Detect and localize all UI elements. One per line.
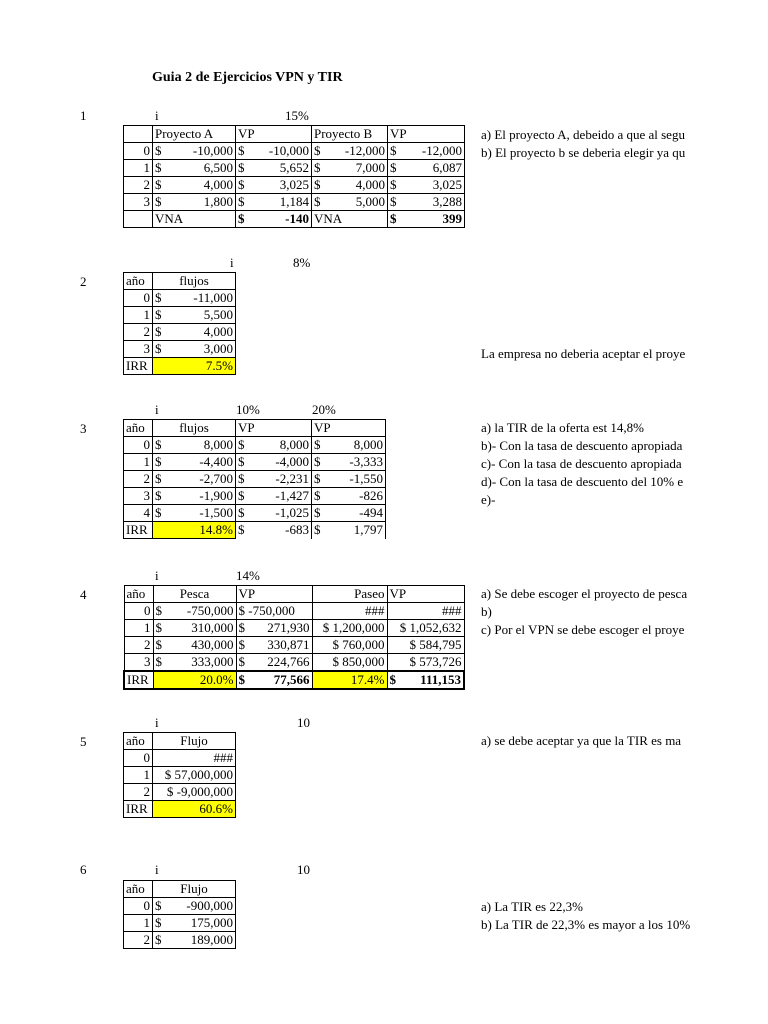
table-row (124, 767, 236, 784)
value-cell: 8,000 (203, 437, 233, 452)
value-cell: 3,025 (432, 177, 462, 192)
year-cell: 1 (124, 915, 153, 932)
year-cell: 2 (124, 932, 153, 949)
value-cell: -2,700 (199, 471, 233, 486)
currency-sign: $ (238, 143, 245, 158)
value-cell: 6,500 (203, 160, 233, 175)
table-row (124, 454, 386, 471)
year-cell: 3 (124, 488, 153, 505)
value-cell: $ -750,000 (236, 603, 312, 620)
table-header-row (124, 126, 465, 143)
year-cell: 3 (124, 654, 153, 672)
currency-sign: $ (314, 488, 321, 503)
table-row (124, 324, 236, 341)
table-ex6 (123, 880, 236, 949)
header-cell: VP (387, 586, 464, 603)
vp-total: 111,153 (420, 672, 461, 687)
total-row (124, 211, 465, 228)
header-cell: Pesca (153, 586, 236, 603)
year-cell: 1 (124, 160, 153, 177)
header-cell: flujos (153, 420, 236, 437)
value-cell: 7,000 (355, 160, 385, 175)
irr-row (124, 522, 386, 539)
value-cell: $ -9,000,000 (153, 784, 236, 801)
rate-value: 8% (293, 255, 311, 270)
answer-line: b)- Con la tasa de descuento apropiada (481, 438, 683, 453)
value-cell: $ 1,200,000 (312, 620, 387, 637)
value-cell: $ 573,726 (387, 654, 464, 672)
table-row (124, 932, 236, 949)
currency-sign: $ (390, 194, 397, 209)
table-row (124, 603, 464, 620)
answer-line: d)- Con la tasa de descuento del 10% e (481, 474, 684, 489)
currency-sign: $ (155, 177, 162, 192)
value-cell: 8,000 (279, 437, 309, 452)
table-ex5 (123, 732, 236, 818)
currency-sign: $ (238, 177, 245, 192)
vp-total: 1,797 (353, 522, 383, 538)
header-cell: flujos (153, 273, 236, 290)
value-cell: 5,000 (355, 194, 385, 209)
answer-line: a) El proyecto A, debeido a que al segu (481, 127, 685, 142)
value-cell: $ 850,000 (312, 654, 387, 672)
table-row (124, 307, 236, 324)
value-cell: -750,000 (186, 603, 234, 618)
header-cell: VP (236, 420, 312, 437)
irr-label: IRR (124, 522, 153, 539)
table-header-row (124, 420, 386, 437)
value-cell: $ 57,000,000 (153, 767, 236, 784)
value-cell: -1,427 (275, 488, 309, 503)
currency-sign: $ (314, 143, 321, 158)
value-cell: 189,000 (190, 932, 233, 947)
year-cell: 4 (124, 505, 153, 522)
value-cell: 6,087 (432, 160, 462, 175)
currency-sign: $ (390, 160, 397, 175)
currency-sign: $ (238, 672, 245, 687)
value-cell: -494 (359, 505, 383, 520)
value-cell: 330,871 (267, 637, 310, 652)
header-cell: Flujo (153, 881, 236, 898)
year-cell: 0 (124, 750, 153, 767)
answer-notes (481, 419, 768, 509)
table-row (124, 637, 464, 654)
answer-line: b) La TIR de 22,3% es mayor a los 10% (481, 917, 691, 932)
value-cell: 175,000 (190, 915, 233, 930)
value-cell: ### (153, 750, 236, 767)
value-cell: 333,000 (191, 654, 234, 669)
rate-label: i (155, 402, 159, 417)
vna-value: -140 (285, 211, 309, 226)
header-cell: año (124, 273, 153, 290)
table-row (124, 160, 465, 177)
value-cell: 5,652 (279, 160, 309, 175)
currency-sign: $ (155, 915, 162, 930)
table-row (124, 437, 386, 454)
currency-sign: $ (390, 177, 397, 192)
value-cell: -1,025 (275, 505, 309, 520)
table-ex1 (123, 125, 465, 228)
value-cell: $ 760,000 (312, 637, 387, 654)
table-row (124, 194, 465, 211)
header-cell: VP (312, 420, 386, 437)
year-cell: 1 (124, 454, 153, 471)
currency-sign: $ (155, 603, 162, 618)
exercise-number: 1 (80, 108, 87, 123)
exercise-number: 5 (80, 734, 87, 749)
header-cell: año (124, 586, 153, 603)
year-cell: 2 (124, 637, 153, 654)
value-cell: 4,000 (355, 177, 385, 192)
year-cell: 0 (124, 290, 153, 307)
currency-sign: $ (155, 932, 162, 947)
value-cell: -900,000 (186, 898, 233, 913)
value-cell: 8,000 (353, 437, 383, 452)
value-cell: $ 1,052,632 (387, 620, 464, 637)
year-cell: 0 (124, 603, 153, 620)
answer-line: a) La TIR es 22,3% (481, 899, 583, 914)
currency-sign: $ (238, 505, 245, 520)
currency-sign: $ (238, 194, 245, 209)
currency-sign: $ (314, 194, 321, 209)
currency-sign: $ (238, 437, 245, 452)
header-cell: Paseo (312, 586, 387, 603)
value-cell: -1,900 (199, 488, 233, 503)
value-cell: 4,000 (203, 177, 233, 192)
currency-sign: $ (238, 471, 245, 486)
header-cell: VP (236, 586, 312, 603)
rate-value: 10 (297, 715, 310, 730)
value-cell: -1,500 (199, 505, 233, 520)
answer-notes (481, 126, 768, 162)
table-ex4 (123, 585, 465, 690)
rate-value: 20% (312, 402, 336, 417)
rate-value: 10 (297, 862, 310, 877)
table-row (124, 750, 236, 767)
currency-sign: $ (155, 620, 162, 635)
value-cell: $ 584,795 (387, 637, 464, 654)
value-cell: -10,000 (268, 143, 309, 158)
irr-value: 60.6% (153, 801, 236, 818)
currency-sign: $ (389, 672, 396, 687)
currency-sign: $ (155, 637, 162, 652)
value-cell: 271,930 (267, 620, 310, 635)
year-cell: 2 (124, 177, 153, 194)
year-cell: 0 (124, 143, 153, 160)
answer-line: a) Se debe escoger el proyecto de pesca (481, 586, 688, 601)
currency-sign: $ (155, 341, 162, 356)
table-row (124, 898, 236, 915)
exercise-number: 2 (80, 274, 87, 289)
answer-line: c) Por el VPN se debe escoger el proye (481, 622, 685, 637)
exercise-number: 6 (80, 862, 87, 877)
currency-sign: $ (314, 454, 321, 469)
irr-row (124, 671, 464, 689)
currency-sign: $ (238, 637, 245, 652)
value-cell: 224,766 (267, 654, 310, 669)
currency-sign: $ (155, 290, 162, 305)
value-cell: -4,400 (199, 454, 233, 469)
year-cell: 3 (124, 341, 153, 358)
table-row (124, 654, 464, 672)
value-cell: -2,231 (275, 471, 309, 486)
table-header-row (124, 273, 236, 290)
table-ex2 (123, 272, 236, 375)
currency-sign: $ (155, 454, 162, 469)
currency-sign: $ (238, 620, 245, 635)
irr-value: 7.5% (153, 358, 236, 375)
currency-sign: $ (238, 488, 245, 503)
currency-sign: $ (314, 437, 321, 452)
table-row (124, 488, 386, 505)
vp-total: 77,566 (273, 672, 310, 687)
vna-label: VNA (312, 211, 388, 228)
vna-label: VNA (153, 211, 236, 228)
answer-notes (481, 585, 768, 639)
currency-sign: $ (314, 522, 321, 538)
value-cell: 1,184 (279, 194, 309, 209)
value-cell: -10,000 (192, 143, 233, 158)
currency-sign: $ (155, 307, 162, 322)
currency-sign: $ (155, 654, 162, 669)
irr-value: 20.0% (153, 671, 236, 689)
table-row (124, 290, 236, 307)
header-cell: VP (236, 126, 312, 143)
table-row (124, 915, 236, 932)
irr-label: IRR (124, 358, 153, 375)
vp-total: -683 (285, 522, 309, 538)
irr-value: 17.4% (312, 671, 387, 689)
header-cell: año (124, 881, 153, 898)
table-row (124, 784, 236, 801)
year-cell: 2 (124, 471, 153, 488)
answer-line: a) la TIR de la oferta est 14,8% (481, 420, 644, 435)
rate-value: 14% (236, 568, 260, 583)
answer-line: b) El proyecto b se deberia elegir ya qu (481, 145, 686, 160)
currency-sign: $ (155, 437, 162, 452)
answer-notes (481, 898, 768, 934)
answer-line: a) se debe aceptar ya que la TIR es ma (481, 733, 682, 748)
currency-sign: $ (155, 898, 162, 913)
currency-sign: $ (314, 160, 321, 175)
value-cell: -11,000 (193, 290, 233, 305)
rate-label: i (155, 862, 159, 877)
page-title: Guia 2 de Ejercicios VPN y TIR (152, 70, 343, 85)
rate-label: i (155, 715, 159, 730)
irr-label: IRR (124, 671, 153, 689)
currency-sign: $ (238, 654, 245, 669)
table-header-row (124, 586, 464, 603)
header-cell: Flujo (153, 733, 236, 750)
table-row (124, 471, 386, 488)
currency-sign: $ (155, 324, 162, 339)
currency-sign: $ (155, 143, 162, 158)
answer-line: c)- Con la tasa de descuento apropiada (481, 456, 682, 471)
year-cell: 0 (124, 898, 153, 915)
currency-sign: $ (314, 505, 321, 520)
year-cell: 0 (124, 437, 153, 454)
rate-value: 15% (285, 108, 309, 123)
value-cell: -1,550 (349, 471, 383, 486)
table-row (124, 505, 386, 522)
table-row (124, 341, 236, 358)
table-row (124, 620, 464, 637)
irr-row (124, 801, 236, 818)
irr-label: IRR (124, 801, 153, 818)
table-ex3 (123, 419, 386, 539)
irr-row (124, 358, 236, 375)
value-cell: 3,025 (279, 177, 309, 192)
year-cell: 2 (124, 784, 153, 801)
currency-sign: $ (314, 177, 321, 192)
table-header-row (124, 733, 236, 750)
value-cell: -12,000 (421, 143, 462, 158)
currency-sign: $ (155, 471, 162, 486)
currency-sign: $ (314, 471, 321, 486)
rate-label: i (155, 568, 159, 583)
vna-value: 399 (442, 211, 462, 226)
value-cell: 430,000 (191, 637, 234, 652)
currency-sign: $ (155, 505, 162, 520)
currency-sign: $ (390, 211, 397, 226)
table-header-row (124, 881, 236, 898)
currency-sign: $ (390, 143, 397, 158)
value-cell: 1,800 (203, 194, 233, 209)
value-cell: 5,500 (203, 307, 233, 322)
exercise-number: 4 (80, 587, 87, 602)
year-cell: 1 (124, 620, 153, 637)
table-row (124, 143, 465, 160)
rate-value: 10% (236, 402, 260, 417)
header-cell: VP (388, 126, 465, 143)
irr-value: 14.8% (153, 522, 236, 539)
value-cell: ### (312, 603, 387, 620)
currency-sign: $ (155, 488, 162, 503)
currency-sign: $ (238, 454, 245, 469)
rate-label: i (155, 108, 159, 123)
currency-sign: $ (238, 522, 245, 538)
value-cell: 3,288 (432, 194, 462, 209)
value-cell: -12,000 (344, 143, 385, 158)
exercise-number: 3 (80, 421, 87, 436)
value-cell: ### (387, 603, 464, 620)
header-cell: año (124, 420, 153, 437)
value-cell: -4,000 (275, 454, 309, 469)
year-cell: 3 (124, 194, 153, 211)
year-cell: 1 (124, 307, 153, 324)
currency-sign: $ (155, 194, 162, 209)
answer-line: b) (481, 604, 492, 619)
value-cell: 3,000 (203, 341, 233, 356)
currency-sign: $ (238, 160, 245, 175)
currency-sign: $ (238, 211, 245, 226)
currency-sign: $ (155, 160, 162, 175)
table-row (124, 177, 465, 194)
value-cell: 310,000 (191, 620, 234, 635)
answer-line: La empresa no deberia aceptar el proye (481, 346, 686, 361)
header-cell: Proyecto B (312, 126, 388, 143)
answer-line: e)- (481, 492, 496, 507)
value-cell: -3,333 (349, 454, 383, 469)
header-cell: Proyecto A (153, 126, 236, 143)
year-cell: 2 (124, 324, 153, 341)
value-cell: -826 (359, 488, 383, 503)
year-cell: 1 (124, 767, 153, 784)
header-cell: año (124, 733, 153, 750)
rate-label: i (230, 255, 234, 270)
value-cell: 4,000 (203, 324, 233, 339)
